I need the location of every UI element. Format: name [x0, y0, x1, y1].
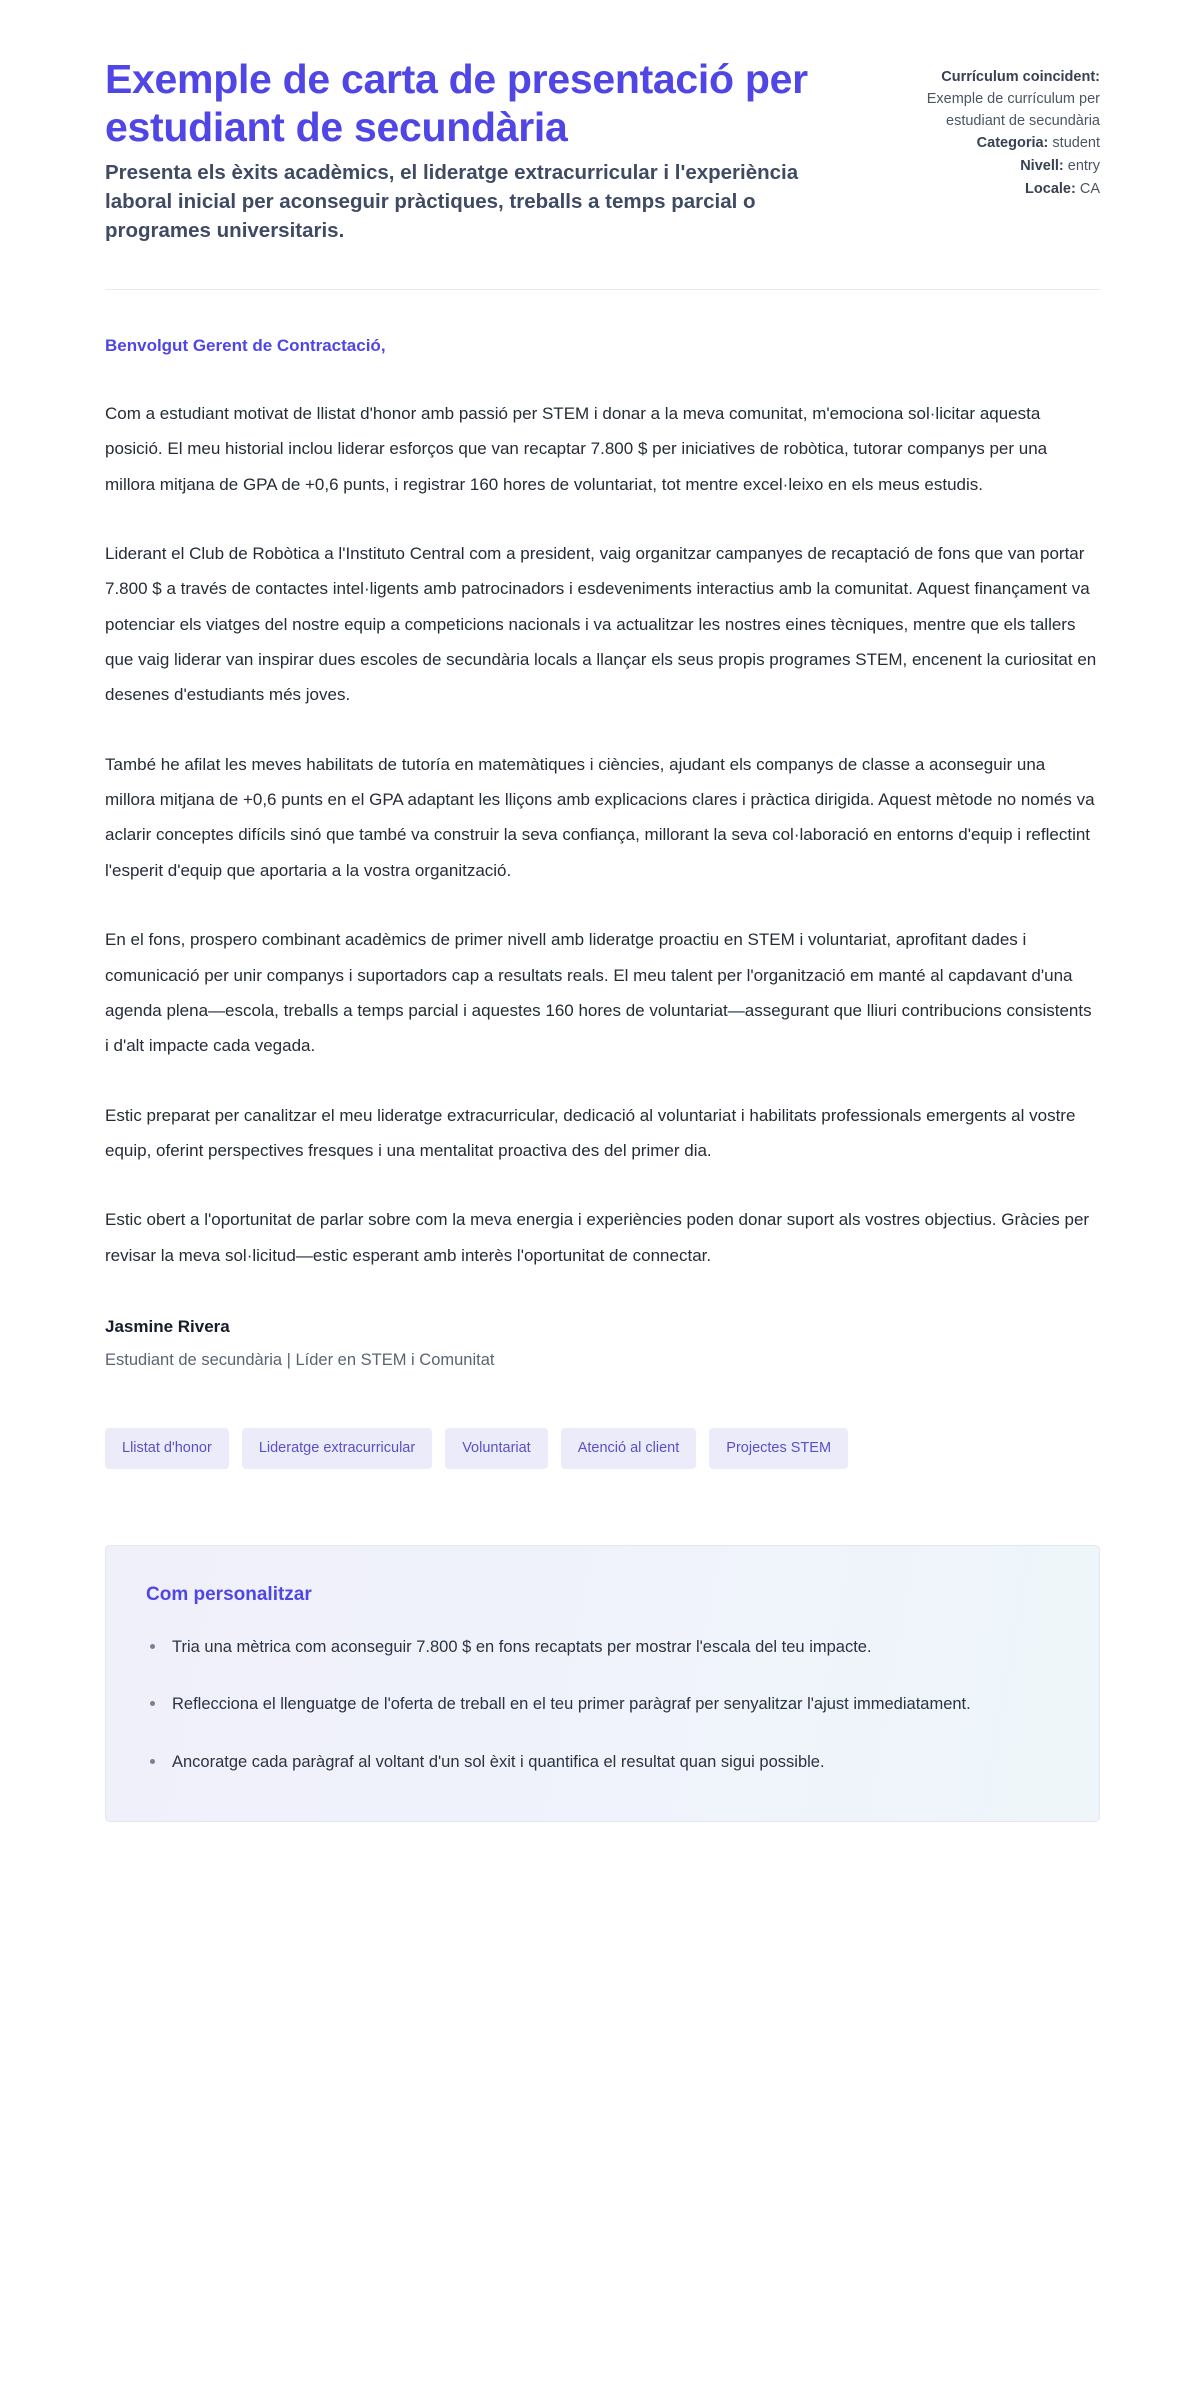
metadata-row-matching-resume [885, 67, 1100, 132]
letter-paragraph: Estic preparat per canalitzar el meu lideratge extracurricular, dedicació al voluntariat i habilitats professionals emergents al vostre equip, oferint perspectives fresques i una mentalitat proactiva des del primer dia. [105, 1105, 1076, 1160]
list-item-text: Reflecciona el llenguatge de l'oferta de treball en el teu primer paràgraf per senyalitzar l'ajust immediatament. [172, 1695, 971, 1714]
tag-chip[interactable]: Llistat d'honor [105, 1428, 229, 1469]
page-title: Exemple de carta de presentació per estudiant de secundària [105, 56, 808, 151]
letter-body [105, 290, 1100, 1273]
list-item [146, 1632, 1059, 1664]
signature-role: Estudiant de secundària | Líder en STEM i Comunitat [105, 1351, 495, 1370]
list-item-text: Ancoratge cada paràgraf al voltant d'un sol èxit i quantifica el resultat quan sigui possible. [172, 1752, 825, 1771]
customization-callout [105, 1545, 1100, 1822]
metadata-label: Categoria: [976, 135, 1049, 152]
letter-paragraph: També he afilat les meves habilitats de tutoría en matemàtiques i ciències, ajudant els companys de classe a aconseguir una millora mitjana de +0,6 punts en el GPA adaptant les lliçons amb explicacions clares i pràctica dirigida. Aquest mètode no només va aclarir conceptes difícils sinó que també va construir la seva confiança, millorant la seva col·laboració en entorns d'equip i reflectint l'esperit d'equip que aportaria a la vostra organització. [105, 754, 1095, 880]
tag-list [105, 1370, 1100, 1469]
tag-chip[interactable]: Lideratge extracurricular [242, 1428, 432, 1469]
list-item-text: Tria una mètrica com aconseguir 7.800 $ en fons recaptats per mostrar l'escala del teu impacte. [172, 1637, 872, 1656]
tag-chip[interactable]: Voluntariat [445, 1428, 548, 1469]
letter-paragraph: En el fons, prospero combinant acadèmics de primer nivell amb lideratge proactiu en STEM i voluntariat, aprofitant dades i comunicació per unir companys i suportadors cap a resultats reals. El meu talent per l'organització em manté al capdavant d'una agenda plena—escola, treballs a temps parcial i aquestes 160 hores de voluntariat—assegurant que lliuri contribucions consistents i d'alt impacte cada vegada. [105, 930, 1092, 1056]
metadata-value: Exemple de currículum per estudiant de secundària [926, 90, 1100, 129]
metadata-row-category [885, 133, 1100, 155]
signature-name: Jasmine Rivera [105, 1317, 230, 1337]
metadata-value: entry [1067, 158, 1100, 174]
list-item [146, 1689, 1059, 1721]
bullet-icon [150, 1759, 155, 1764]
letter-paragraph: Com a estudiant motivat de llistat d'honor amb passió per STEM i donar a la meva comunitat, m'emociona sol·licitar aquesta posició. El meu historial inclou liderar esforços que van recaptar 7.800 $ per iniciatives de robòtica, tutorar companys per una millora mitjana de GPA de +0,6 punts, i registrar 160 hores de voluntariat, tot mentre excel·leixo en els meus estudis. [105, 403, 1048, 494]
metadata-label: Locale: [1025, 180, 1076, 197]
letter-paragraph: Estic obert a l'oportunitat de parlar sobre com la meva energia i experiències poden donar suport als vostres objectius. Gràcies per revisar la meva sol·licitud—estic esperant amb interès l'oportunitat de connectar. [105, 1210, 1090, 1265]
page-subtitle: Presenta els èxits acadèmics, el lideratge extracurricular i l'experiència laboral inicial per aconseguir pràctiques, treballs a temps parcial o programes universitaris. [105, 160, 799, 242]
page-header [105, 55, 1100, 245]
callout-title: Com personalitzar [146, 1583, 312, 1605]
metadata-value: student [1052, 135, 1100, 152]
metadata-label: Currículum coincident: [941, 69, 1100, 85]
letter-paragraph: Liderant el Club de Robòtica a l'Instituto Central com a president, vaig organitzar campanyes de recaptació de fons que van portar 7.800 $ a través de contactes intel·ligents amb patrocinadors i esdeveniments interactius amb la comunitat. Aquest finançament va potenciar els viatges del nostre equip a competicions nacionals i va actualitzar les nostres eines tècniques, mentre que els tallers que vaig liderar van inspirar dues escoles de secundària locals a llançar els seus propis programes STEM, encenent la curiositat en desenes d'estudiants més joves. [105, 543, 1097, 705]
header-text-block [105, 55, 845, 245]
metadata-row-locale [885, 179, 1100, 201]
bullet-icon [150, 1644, 155, 1649]
signature-block [105, 1273, 1100, 1370]
metadata-value: CA [1079, 180, 1100, 197]
list-item [146, 1747, 1059, 1779]
metadata-row-level [885, 156, 1100, 178]
bullet-icon [150, 1701, 155, 1706]
letter-greeting: Benvolgut Gerent de Contractació, [105, 336, 386, 356]
metadata-panel [885, 55, 1100, 202]
metadata-label: Nivell: [1020, 158, 1064, 174]
tag-chip[interactable]: Atenció al client [561, 1428, 697, 1469]
tag-chip[interactable]: Projectes STEM [709, 1428, 848, 1469]
callout-list [146, 1632, 1059, 1779]
